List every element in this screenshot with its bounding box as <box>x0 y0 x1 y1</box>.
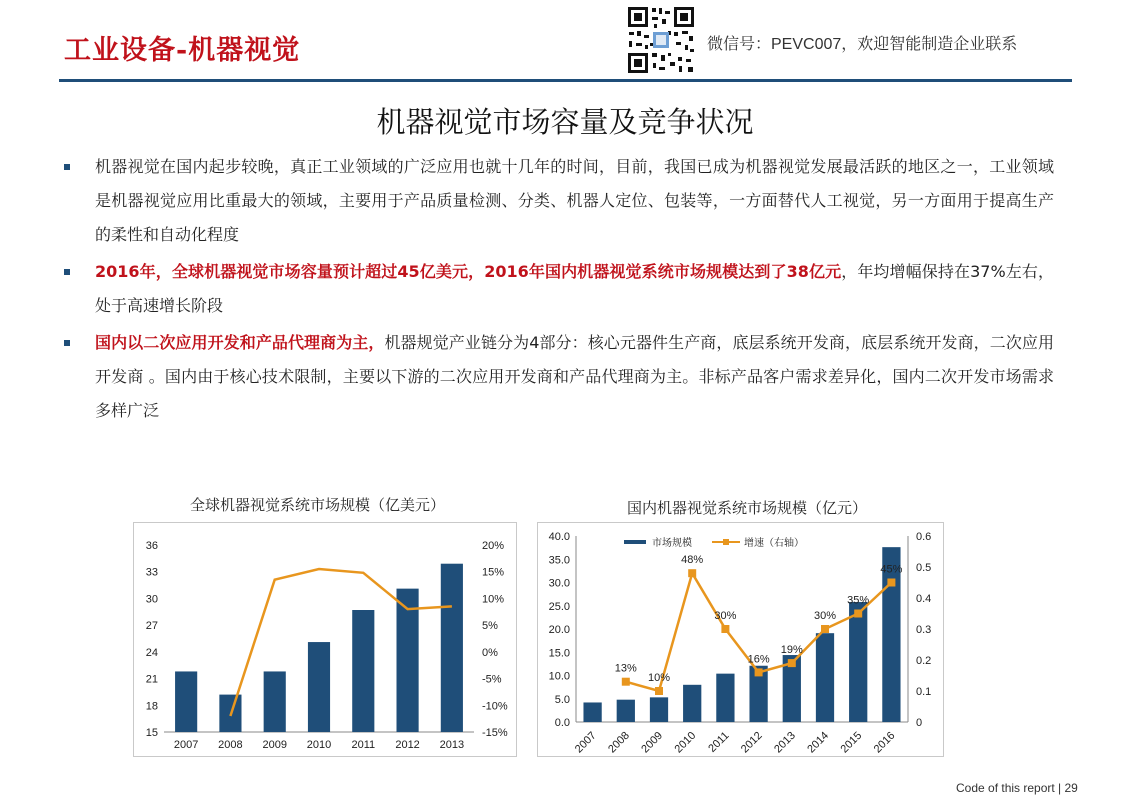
y-tick-label-left: 5.0 <box>554 693 570 706</box>
data-label: 19% <box>780 644 803 657</box>
chart-title-domestic: 国内机器视觉系统市场规模（亿元） <box>627 499 868 517</box>
chart-domestic-market <box>538 523 943 756</box>
wechat-contact: 微信号：PEVC007，欢迎智能制造企业联系 <box>707 36 1018 53</box>
bullet-item <box>62 255 1054 323</box>
legend-label: 增速（右轴） <box>744 538 804 549</box>
growth-line <box>230 569 452 716</box>
y-tick-label-right: -15% <box>482 727 508 739</box>
y-tick-label-right: 0.6 <box>916 531 932 543</box>
y-tick-label-left: 36 <box>145 540 158 552</box>
data-label: 16% <box>747 653 770 666</box>
legend-swatch-bar <box>624 540 646 544</box>
x-tick-label: 2010 <box>306 739 332 751</box>
x-tick-label: 2011 <box>351 739 376 751</box>
y-tick-label-left: 30 <box>145 593 158 606</box>
y-tick-label-left: 21 <box>145 673 158 686</box>
x-tick-label: 2007 <box>572 729 599 756</box>
bullet-marker <box>64 340 70 346</box>
bar <box>849 602 867 722</box>
bullet-text: 机器规觉产业链分为4部分：核心元器件生产商，底层系统开发商，底层系统开发商，二次应用开发商 。国内由于核心技术限制，主要以下游的二次应用开发商和产品代理商为主。非标产品客户需求差异化，国内二次开发市场需求多样广泛 <box>95 333 1054 420</box>
x-tick-label: 2014 <box>805 729 832 756</box>
growth-marker <box>622 678 630 686</box>
x-tick-label: 2008 <box>606 729 632 756</box>
y-tick-label-left: 15 <box>145 727 158 739</box>
growth-marker <box>655 687 663 695</box>
x-tick-label: 2012 <box>738 729 765 756</box>
y-tick-label-left: 18 <box>145 700 158 713</box>
data-label: 30% <box>813 610 837 622</box>
y-tick-label-right: 10% <box>482 593 505 606</box>
y-tick-label-right: 0.2 <box>916 655 932 667</box>
chart-frame-domestic <box>537 522 944 757</box>
bar <box>352 610 374 732</box>
bar <box>716 674 734 722</box>
x-tick-label: 2016 <box>871 729 898 756</box>
chart-frame-global <box>133 522 517 757</box>
y-tick-label-left: 35.0 <box>548 554 570 567</box>
data-label: 30% <box>714 610 737 622</box>
footer-page-info: Code of this report | 29 <box>956 781 1078 795</box>
y-tick-label-right: 0 <box>916 717 923 729</box>
bullet-highlight: 2016年，全球机器视觉市场容量预计超过45亿美元，2016年国内机器视觉系统市场规模达到了38亿元 <box>95 262 842 281</box>
y-tick-label-left: 0.0 <box>554 717 570 729</box>
bullet-marker <box>64 269 70 275</box>
bar <box>683 685 701 722</box>
bar <box>308 642 330 732</box>
bar <box>583 702 601 722</box>
bullet-marker <box>64 164 70 170</box>
legend-swatch-marker <box>723 539 729 545</box>
x-tick-label: 2009 <box>262 739 287 751</box>
y-tick-label-left: 33 <box>145 566 158 579</box>
data-label: 35% <box>847 594 870 607</box>
bar <box>816 633 834 722</box>
bullet-item <box>62 150 1054 252</box>
data-label: 10% <box>647 672 671 684</box>
y-tick-label-right: 0.5 <box>916 562 932 574</box>
x-tick-label: 2011 <box>706 729 732 755</box>
x-tick-label: 2013 <box>439 739 465 751</box>
growth-marker <box>721 625 729 633</box>
x-tick-label: 2009 <box>639 729 666 756</box>
growth-marker <box>688 569 696 577</box>
bar <box>441 564 463 732</box>
growth-marker <box>821 625 829 633</box>
data-label: 48% <box>681 554 704 567</box>
brand-title: 工业设备-机器视觉 <box>64 35 301 66</box>
x-tick-label: 2012 <box>395 739 420 751</box>
y-tick-label-right: -10% <box>482 700 508 713</box>
x-tick-label: 2013 <box>772 729 798 756</box>
y-tick-label-right: 0% <box>482 646 498 659</box>
data-label: 13% <box>614 662 637 675</box>
bullet-list <box>62 150 1054 431</box>
y-tick-label-left: 20.0 <box>548 624 570 636</box>
chart-global-market <box>134 523 516 756</box>
bullet-highlight: 国内以二次应用开发和产品代理商为主， <box>95 333 385 352</box>
bar <box>175 671 197 732</box>
growth-marker <box>854 610 862 618</box>
bullet-text: 机器视觉在国内起步较晚，真正工业领域的广泛应用也就十几年的时间，目前，我国已成为机器视觉发展最活跃的地区之一，工业领域是机器视觉应用比重最大的领域，主要用于产品质量检测、分类、机器人定位、包装等，一方面替代人工视觉，另一方面用于提高生产的柔性和自动化程度 <box>95 157 1054 244</box>
bar <box>264 671 286 732</box>
y-tick-label-right: 15% <box>482 566 505 579</box>
growth-marker <box>788 659 796 667</box>
legend-label: 市场规模 <box>652 538 692 549</box>
x-tick-label: 2010 <box>672 729 699 756</box>
y-tick-label-left: 27 <box>145 620 158 633</box>
data-label: 45% <box>880 563 903 576</box>
qr-code-icon <box>626 5 696 75</box>
bullet-text: ，年均增幅保持在37%左右，处于高速增长阶段 <box>95 262 1054 315</box>
chart-title-global: 全球机器视觉系统市场规模（亿美元） <box>190 496 446 514</box>
y-tick-label-left: 30.0 <box>548 577 570 590</box>
x-tick-label: 2015 <box>838 729 865 756</box>
y-tick-label-right: -5% <box>482 673 502 686</box>
y-tick-label-left: 10.0 <box>548 670 570 683</box>
bullet-item <box>62 326 1054 428</box>
y-tick-label-right: 0.3 <box>916 624 932 636</box>
y-tick-label-right: 5% <box>482 620 498 633</box>
y-tick-label-right: 0.4 <box>916 593 932 605</box>
header-divider <box>59 79 1072 82</box>
growth-marker <box>755 668 763 676</box>
y-tick-label-right: 20% <box>482 540 505 552</box>
y-tick-label-left: 40.0 <box>548 531 570 543</box>
y-tick-label-left: 24 <box>145 646 158 659</box>
x-tick-label: 2007 <box>173 739 199 751</box>
x-tick-label: 2008 <box>218 739 243 751</box>
y-tick-label-left: 25.0 <box>548 600 570 613</box>
bar <box>617 700 635 722</box>
y-tick-label-right: 0.1 <box>916 686 932 698</box>
y-tick-label-left: 15.0 <box>548 647 570 660</box>
bar <box>650 697 668 722</box>
page-title: 机器视觉市场容量及竞争状况 <box>376 105 754 139</box>
growth-marker <box>887 579 895 587</box>
